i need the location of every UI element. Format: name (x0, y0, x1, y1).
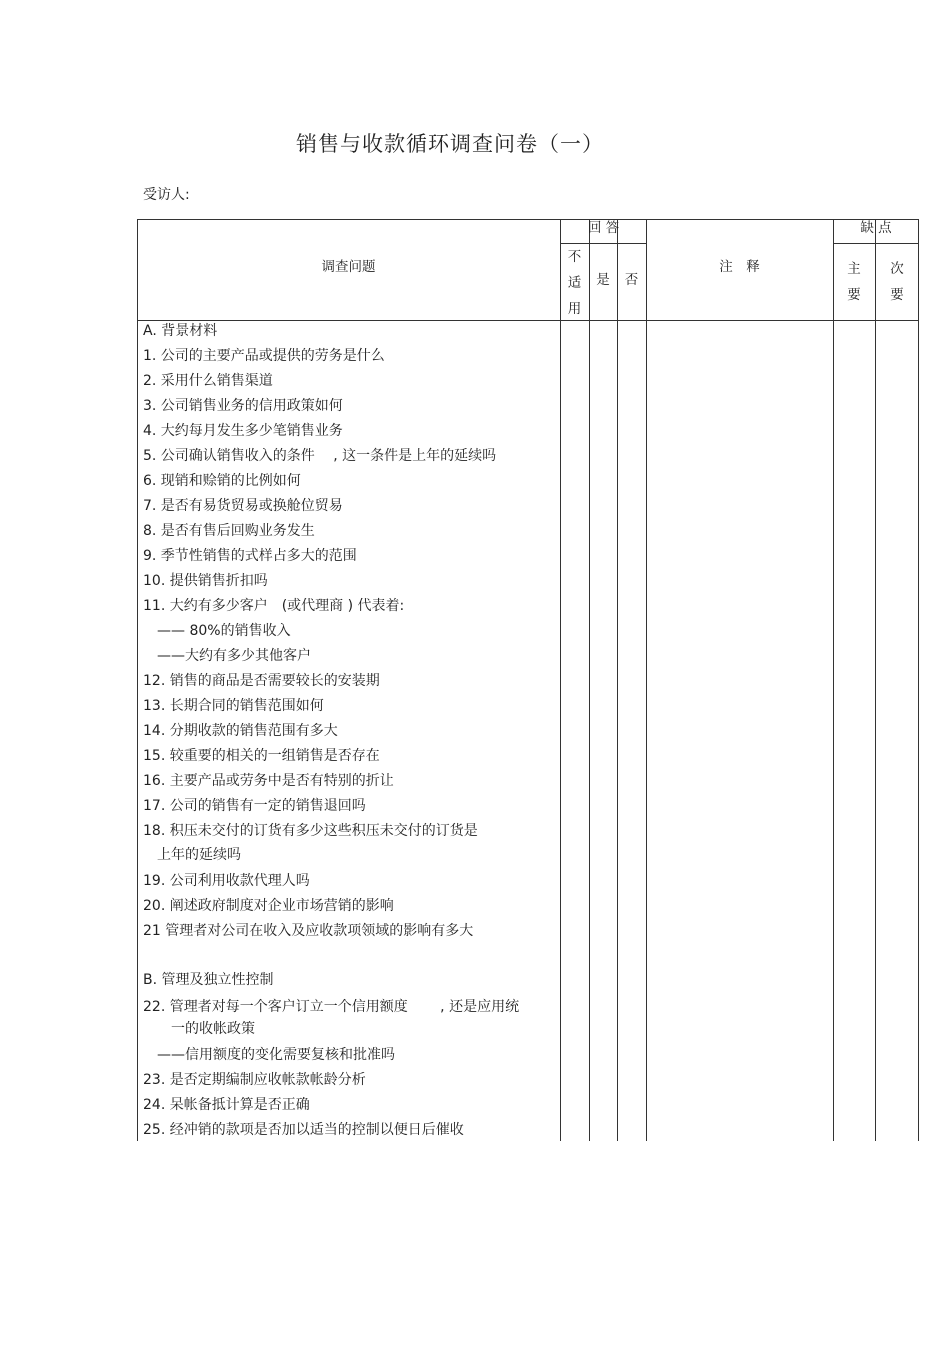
question-row: 15. 较重要的相关的一组销售是否存在 (143, 748, 380, 764)
question-row: 18. 积压未交付的订货有多少这些积压未交付的订货是 (143, 823, 478, 839)
header-notes: 注 释 (719, 259, 760, 275)
column-divider (646, 219, 647, 1141)
header-answer-group: 回 答 (587, 220, 620, 236)
question-row: 9. 季节性销售的式样占多大的范围 (143, 548, 357, 564)
column-divider (833, 219, 834, 1141)
question-row: 14. 分期收款的销售范围有多大 (143, 723, 338, 739)
question-row: 3. 公司销售业务的信用政策如何 (143, 398, 343, 414)
header-major-char: 主 (847, 261, 861, 277)
header-yes: 是 (596, 272, 610, 288)
header-minor-char: 次 (890, 261, 904, 277)
question-row: 8. 是否有售后回购业务发生 (143, 523, 315, 539)
section-heading: B. 管理及独立性控制 (143, 972, 274, 988)
question-subrow: ——信用额度的变化需要复核和批准吗 (143, 1047, 395, 1063)
header-no: 否 (624, 272, 639, 288)
question-row: 21 管理者对公司在收入及应收款项领域的影响有多大 (143, 923, 474, 939)
question-subrow: ——大约有多少其他客户 (143, 648, 311, 664)
question-row: 4. 大约每月发生多少笔销售业务 (143, 423, 343, 439)
column-divider (560, 219, 561, 1141)
question-row: 25. 经冲销的款项是否加以适当的控制以便日后催收 (143, 1122, 464, 1138)
document-title: 销售与收款循环调查问卷（一） (296, 132, 604, 156)
interviewee-label: 受访人: (143, 187, 190, 203)
column-divider (875, 219, 876, 1141)
question-row: 1. 公司的主要产品或提供的劳务是什么 (143, 348, 385, 364)
question-row-continued: 一的收帐政策 (143, 1021, 255, 1037)
header-divider (833, 243, 919, 244)
question-subrow: —— 80%的销售收入 (143, 623, 291, 639)
column-divider (617, 219, 618, 1141)
question-row: 10. 提供销售折扣吗 (143, 573, 268, 589)
column-divider (589, 219, 590, 1141)
header-not-applicable-char: 不 (567, 249, 582, 265)
header-major-char: 要 (847, 287, 861, 303)
question-row: 12. 销售的商品是否需要较长的安装期 (143, 673, 380, 689)
header-not-applicable-char: 适 (567, 275, 582, 291)
question-row: 17. 公司的销售有一定的销售退回吗 (143, 798, 366, 814)
question-row: 19. 公司利用收款代理人吗 (143, 873, 310, 889)
header-deficiency-group: 缺 点 (860, 220, 892, 236)
question-row-continued: 上年的延续吗 (143, 847, 241, 863)
question-row: 24. 呆帐备抵计算是否正确 (143, 1097, 310, 1113)
header-question: 调查问题 (321, 259, 376, 275)
question-row: 20. 阐述政府制度对企业市场营销的影响 (143, 898, 394, 914)
header-not-applicable (560, 244, 589, 322)
question-row: 6. 现销和赊销的比例如何 (143, 473, 301, 489)
header-major (833, 256, 875, 308)
section-heading: A. 背景材料 (143, 323, 218, 339)
question-row: 7. 是否有易货贸易或换舱位贸易 (143, 498, 343, 514)
question-row: 22. 管理者对每一个客户订立一个信用额度 , 还是应用统 (143, 999, 520, 1015)
question-row: 23. 是否定期编制应收帐款帐龄分析 (143, 1072, 366, 1088)
header-not-applicable-char: 用 (567, 301, 582, 317)
header-minor (875, 256, 919, 308)
header-minor-char: 要 (890, 287, 904, 303)
question-row: 2. 采用什么销售渠道 (143, 373, 273, 389)
question-row: 11. 大约有多少客户 (或代理商 ) 代表着: (143, 598, 405, 614)
question-row: 16. 主要产品或劳务中是否有特别的折让 (143, 773, 394, 789)
question-row: 5. 公司确认销售收入的条件 , 这一条件是上年的延续吗 (143, 448, 497, 464)
question-row: 13. 长期合同的销售范围如何 (143, 698, 324, 714)
